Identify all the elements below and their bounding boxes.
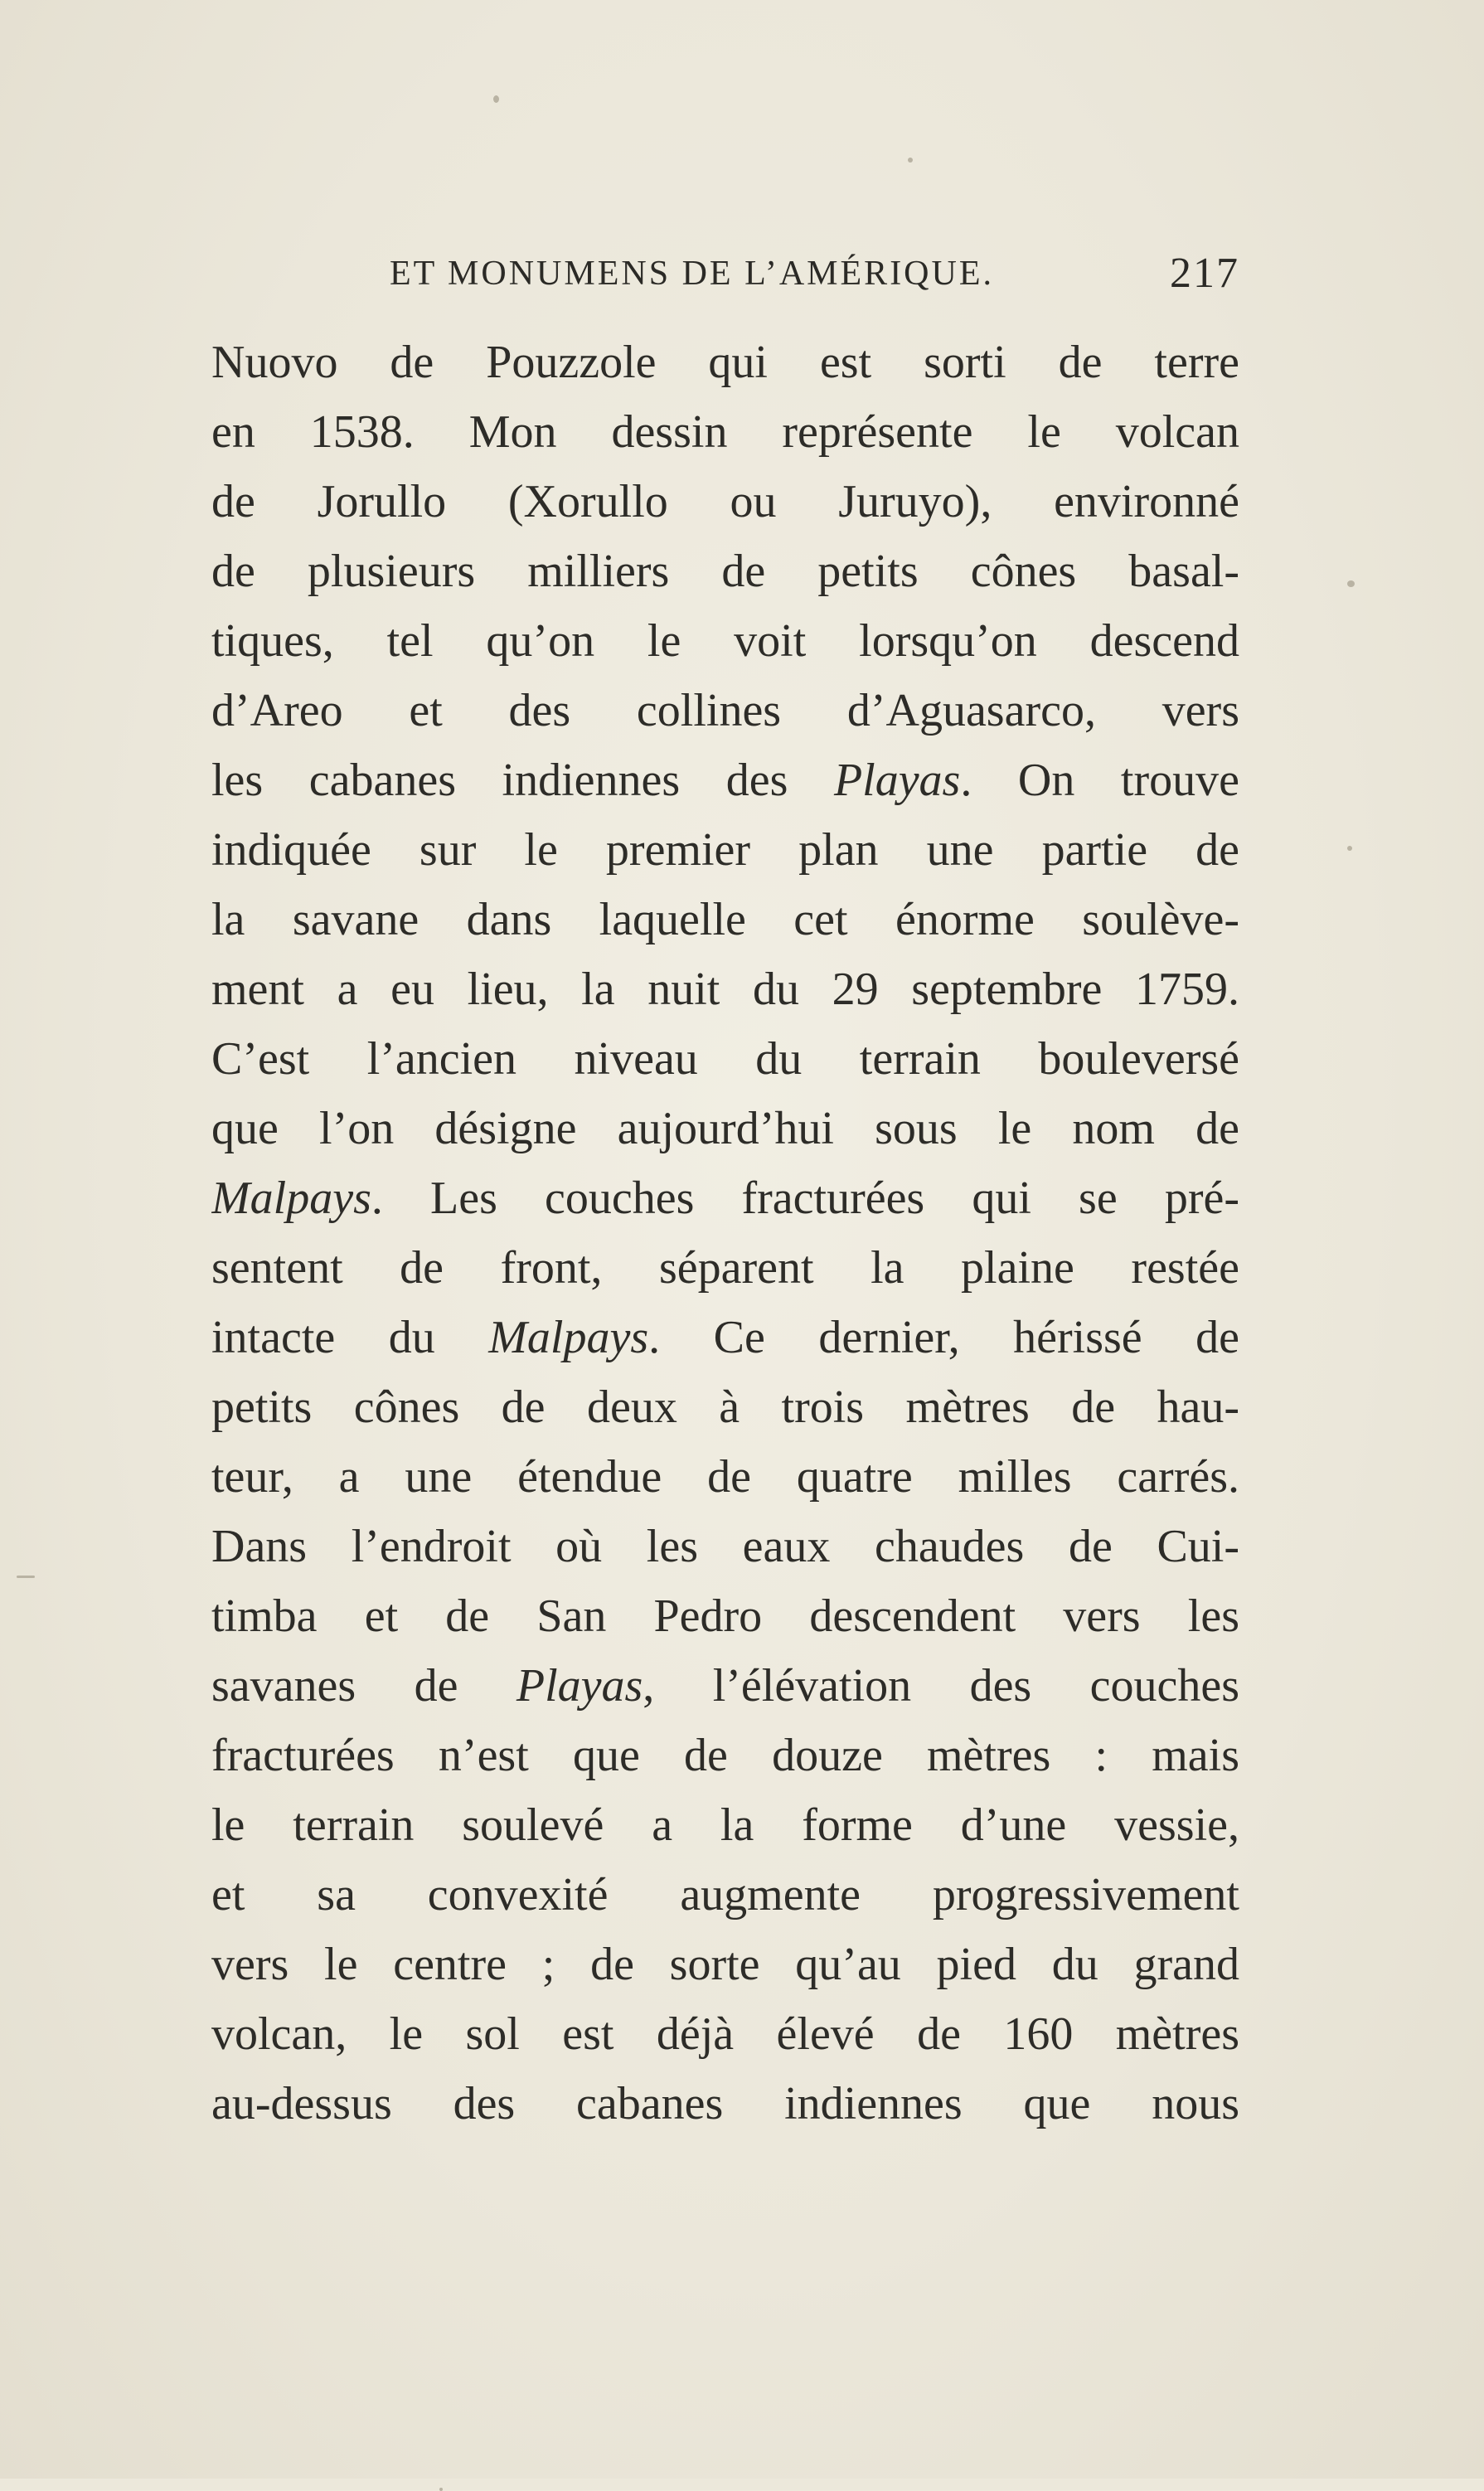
text-line (211, 606, 1239, 676)
text-segment: en 1538. Mon dessin représente le volcan (211, 406, 1239, 458)
text-line (211, 745, 1239, 815)
text-line (211, 1651, 1239, 1721)
body-text (211, 328, 1239, 2139)
text-segment: fracturées n’est que de douze mètres : mais (211, 1730, 1239, 1781)
text-segment: savanes de (211, 1660, 516, 1712)
text-line (211, 1372, 1239, 1442)
text-line (211, 815, 1239, 885)
text-segment: sentent de front, séparent la plaine restée (211, 1242, 1239, 1294)
text-segment: intacte du (211, 1312, 489, 1363)
text-line (211, 328, 1239, 397)
text-segment: d’Areo et des collines d’Aguasarco, vers (211, 685, 1239, 736)
text-line (211, 467, 1239, 537)
text-line (211, 1024, 1239, 1094)
text-line (211, 1860, 1239, 1930)
paper-speck (439, 2488, 443, 2491)
text-line (211, 397, 1239, 467)
running-title: ET MONUMENS DE L’AMÉRIQUE. (390, 255, 994, 293)
italic-term: Malpays (211, 1173, 371, 1224)
text-line (211, 954, 1239, 1024)
text-segment: tiques, tel qu’on le voit lorsqu’on descend (211, 615, 1239, 667)
paper-speck (1347, 846, 1352, 851)
text-line (211, 1163, 1239, 1233)
text-line (211, 1512, 1239, 1581)
text-segment: indiquée sur le premier plan une partie de (211, 824, 1239, 876)
text-line (211, 1094, 1239, 1163)
text-line (211, 885, 1239, 954)
italic-term: Playas (516, 1660, 643, 1712)
text-segment: petits cônes de deux à trois mètres de hau- (211, 1381, 1239, 1433)
text-line (211, 1303, 1239, 1372)
italic-term: Malpays (488, 1312, 649, 1363)
italic-term: Playas (833, 755, 961, 806)
page-number: 217 (1170, 250, 1239, 297)
paper-speck (1347, 580, 1355, 587)
running-head (211, 249, 1239, 307)
text-segment: timba et de San Pedro descendent vers les (211, 1590, 1239, 1642)
text-line (211, 1581, 1239, 1651)
paper-speck (17, 1576, 35, 1578)
text-segment: la savane dans laquelle cet énorme soulève- (211, 894, 1239, 945)
text-segment: . Ce dernier, hérissé de (648, 1312, 1239, 1363)
text-segment: que l’on désigne aujourd’hui sous le nom de (211, 1103, 1239, 1154)
text-line (211, 1999, 1239, 2069)
paper-speck (493, 95, 499, 103)
text-segment: C’est l’ancien niveau du terrain bouleversé (211, 1033, 1239, 1085)
text-line (211, 537, 1239, 606)
text-segment: teur, a une étendue de quatre milles carrés. (211, 1451, 1239, 1503)
text-segment: volcan, le sol est déjà élevé de 160 mètres (211, 2008, 1239, 2060)
paper-speck (908, 158, 913, 163)
text-line (211, 676, 1239, 745)
text-segment: de Jorullo (Xorullo ou Juruyo), environné (211, 476, 1239, 527)
text-segment: de plusieurs milliers de petits cônes basal- (211, 546, 1239, 597)
text-segment: ment a eu lieu, la nuit du 29 septembre 1759. (211, 964, 1239, 1015)
text-segment: les cabanes indiennes des (211, 755, 834, 806)
text-line (211, 2069, 1239, 2139)
text-segment: et sa convexité augmente progressivement (211, 1869, 1239, 1920)
text-segment: . On trouve (960, 755, 1239, 806)
text-segment: , l’élévation des couches (643, 1660, 1239, 1712)
text-line (211, 1233, 1239, 1303)
text-line (211, 1721, 1239, 1790)
text-segment: vers le centre ; de sorte qu’au pied du grand (211, 1939, 1239, 1990)
text-segment: le terrain soulevé a la forme d’une vessie, (211, 1799, 1239, 1851)
text-segment: Nuovo de Pouzzole qui est sorti de terre (211, 337, 1239, 388)
text-segment: Dans l’endroit où les eaux chaudes de Cui- (211, 1521, 1239, 1572)
text-line (211, 1930, 1239, 1999)
text-line (211, 1442, 1239, 1512)
text-segment: . Les couches fracturées qui se pré- (371, 1173, 1239, 1224)
text-segment: au-dessus des cabanes indiennes que nous (211, 2078, 1239, 2129)
text-line (211, 1790, 1239, 1860)
